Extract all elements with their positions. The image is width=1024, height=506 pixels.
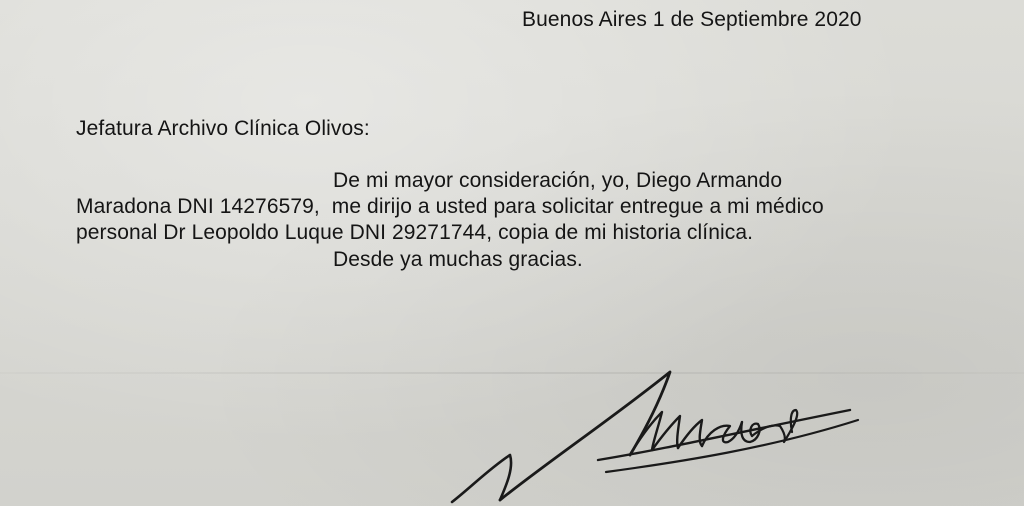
body-line-3: personal Dr Leopoldo Luque DNI 29271744, copia de mi historia clínica. (76, 221, 754, 244)
closing-line: Desde ya muchas gracias. (333, 248, 583, 271)
handwritten-signature (440, 350, 880, 506)
body-line-1: De mi mayor consideración, yo, Diego Armando (333, 169, 783, 192)
letter-date: Buenos Aires 1 de Septiembre 2020 (522, 8, 862, 31)
recipient-line: Jefatura Archivo Clínica Olivos: (76, 117, 370, 140)
body-line-2: Maradona DNI 14276579, me dirijo a usted para solicitar entregue a mi médico (76, 195, 824, 218)
